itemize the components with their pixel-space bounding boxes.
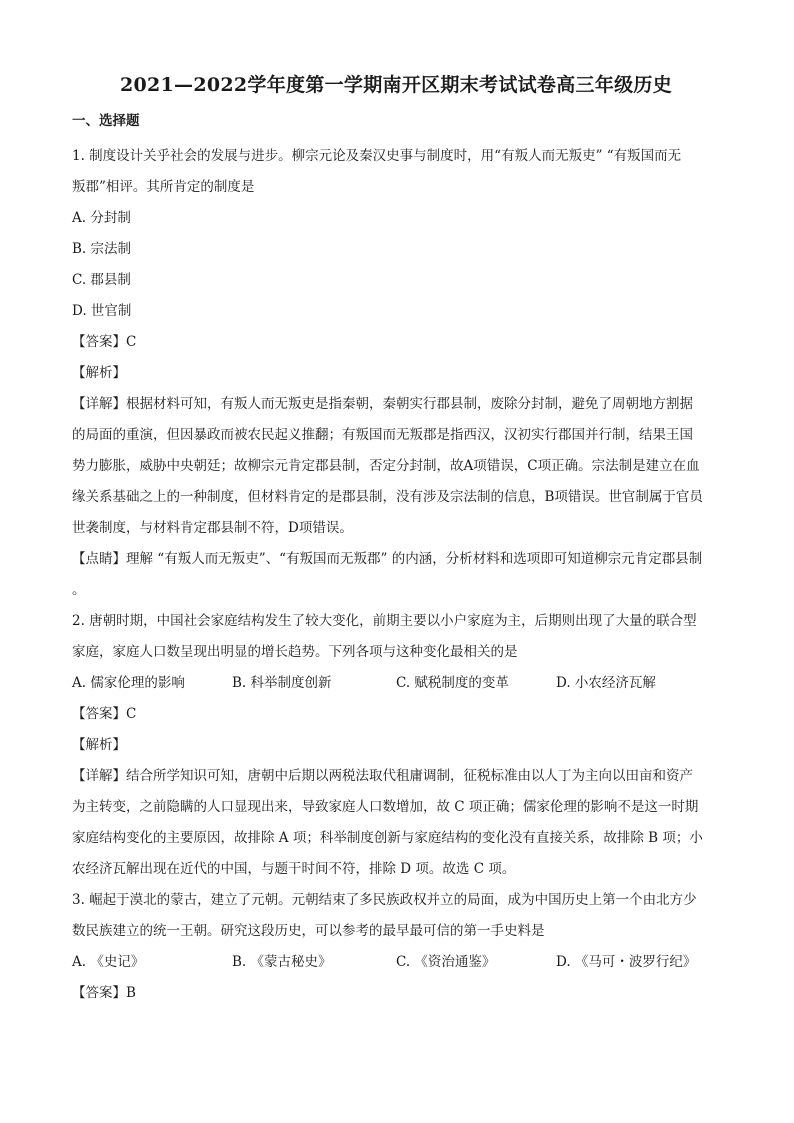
answer-tag: 【答案】 — [72, 334, 126, 350]
option-b: B. 《蒙古秘史》 — [232, 954, 332, 970]
detail-tag: 【详解】 — [72, 768, 126, 784]
option-c: C. 《资治通鉴》 — [396, 954, 496, 970]
analysis-tag: 【解析】 — [72, 365, 126, 381]
option-d: D. 小农经济瓦解 — [556, 675, 656, 691]
page-title: 2021—2022学年度第一学期南开区期末考试试卷高三年级历史 — [119, 74, 673, 96]
answer-tag: 【答案】 — [72, 985, 126, 1001]
detail-text: 世袭制度，与材料肯定郡县制不符，D项错误。 — [72, 520, 353, 536]
detail-text: 农经济瓦解出现在近代的中国，与题干时间不符，排除 D 项。故选 C 项。 — [72, 861, 516, 877]
option-b: B. 科举制度创新 — [232, 675, 332, 691]
options-row — [72, 668, 720, 699]
answer-line — [72, 699, 720, 730]
question-stem: 数民族建立的统一王朝。研究这段历史，可以参考的最早最可信的第一手史料是 — [72, 923, 545, 939]
option-c: C. 郡县制 — [72, 272, 131, 288]
answer-value: C — [126, 706, 137, 722]
detail-text: 缘关系基础之上的一种制度，但材料肯定的是郡县制，没有涉及宗法制的信息，B项错误。世官制属于官员 — [72, 489, 703, 505]
section-heading: 一、选择题 — [72, 113, 140, 129]
question-stem: 2. 唐朝时期，中国社会家庭结构发生了较大变化，前期主要以小户家庭为主，后期则出现了大量的联合型 — [72, 613, 697, 629]
answer-line — [72, 327, 720, 358]
detail-text: 的局面的重演，但因暴政而被农民起义推翻；有叛国而无叛郡是指西汉，汉初实行郡国并行制，结果王国 — [72, 427, 693, 443]
answer-tag: 【答案】 — [72, 706, 126, 722]
option-c: C. 赋税制度的变革 — [396, 675, 509, 691]
option-a: A. 儒家伦理的影响 — [72, 675, 185, 691]
analysis-tag: 【解析】 — [72, 737, 126, 753]
detail-text: 结合所学知识可知，唐朝中后期以两税法取代租庸调制，征税标准由以人丁为主向以田亩和资产 — [126, 768, 693, 784]
detail-text: 根据材料可知，有叛人而无叛吏是指秦朝，秦朝实行郡县制，废除分封制，避免了周朝地方割据 — [126, 396, 693, 412]
answer-line — [72, 978, 720, 1009]
point-line — [72, 544, 720, 575]
option-a: A. 《史记》 — [72, 954, 145, 970]
option-b: B. 宗法制 — [72, 241, 132, 257]
options-row — [72, 947, 720, 978]
detail-tag: 【详解】 — [72, 396, 126, 412]
question-stem: 1. 制度设计关乎社会的发展与进步。柳宗元论及秦汉史事与制度时，用“有叛人而无叛吏” “有叛国而无 — [72, 148, 682, 164]
point-tag: 【点睛】 — [72, 551, 126, 567]
question-stem: 叛郡”相评。其所肯定的制度是 — [72, 179, 255, 195]
question-stem: 家庭，家庭人口数呈现出明显的增长趋势。下列各项与这种变化最相关的是 — [72, 644, 518, 660]
point-text: 理解 “有叛人而无叛吏”、“有叛国而无叛郡” 的内涵，分析材料和选项即可知道柳宗元肯定郡县制 — [126, 551, 703, 567]
detail-text: 势力膨胀，威胁中央朝廷；故柳宗元肯定郡县制，否定分封制，故A项错误，C项正确。宗法制是建立在血 — [72, 458, 700, 474]
option-a: A. 分封制 — [72, 210, 131, 226]
detail-line — [72, 761, 720, 792]
question-1 — [72, 141, 720, 606]
detail-line — [72, 389, 720, 420]
question-3 — [72, 885, 720, 1009]
point-text: 。 — [72, 582, 86, 598]
answer-value: C — [126, 334, 137, 350]
option-d: D. 世官制 — [72, 303, 132, 319]
question-2 — [72, 606, 720, 885]
question-stem: 3. 崛起于漠北的蒙古，建立了元朝。元朝结束了多民族政权并立的局面，成为中国历史上第一个由北方少 — [72, 892, 697, 908]
option-d: D. 《马可・波罗行纪》 — [556, 954, 697, 970]
detail-text: 家庭结构变化的主要原因，故排除 A 项；科举制度创新与家庭结构的变化没有直接关系，故排除 B 项；小 — [72, 830, 703, 846]
answer-value: B — [126, 985, 136, 1001]
detail-text: 为主转变，之前隐瞒的人口显现出来，导致家庭人口数增加，故 C 项正确；儒家伦理的影响不是这一时期 — [72, 799, 699, 815]
